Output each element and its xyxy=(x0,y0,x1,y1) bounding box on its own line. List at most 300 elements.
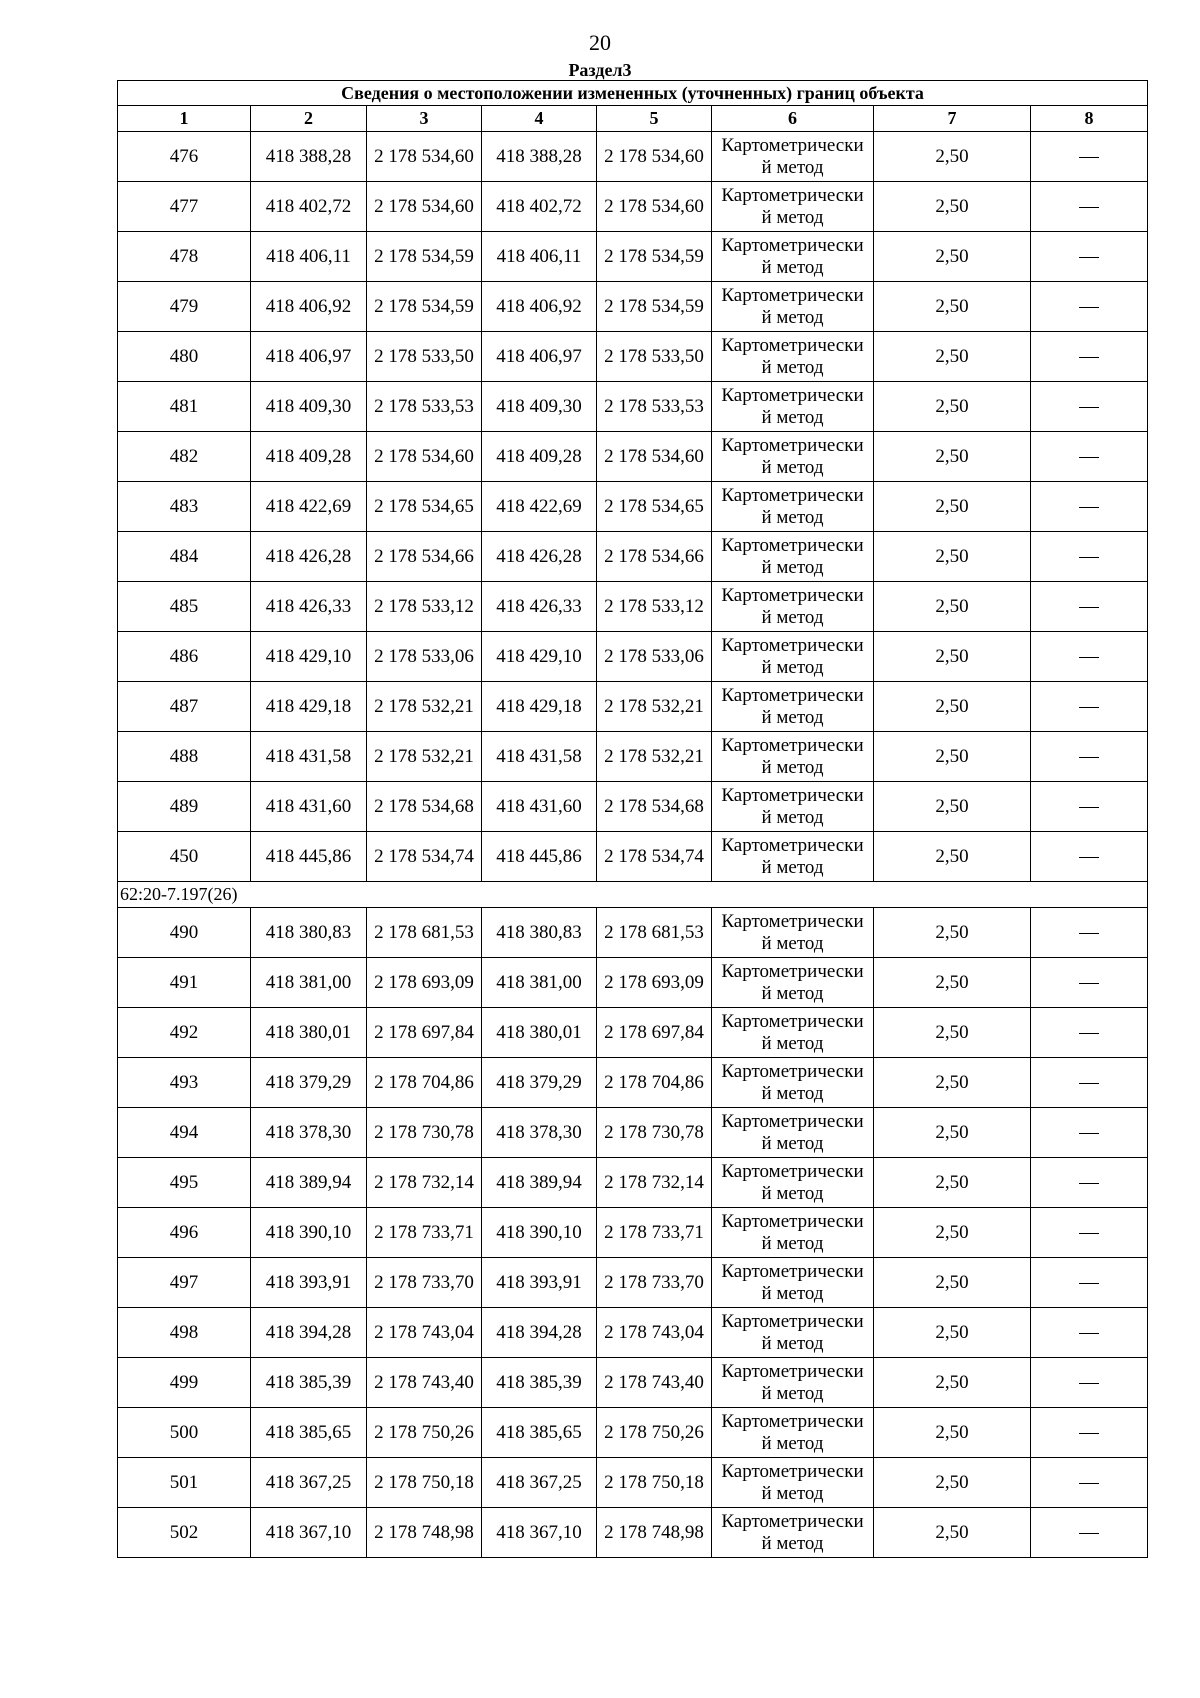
x-coordinate-new: 418 393,91 xyxy=(482,1258,597,1308)
y-coordinate-new: 2 178 534,60 xyxy=(597,182,712,232)
x-coordinate: 418 388,28 xyxy=(251,132,367,182)
method-cell xyxy=(712,732,874,782)
precision-cell: 2,50 xyxy=(874,282,1031,332)
precision-cell: 2,50 xyxy=(874,1158,1031,1208)
table-row xyxy=(118,1458,1148,1508)
dash-cell xyxy=(1031,1208,1148,1258)
dash-mark xyxy=(1079,707,1099,708)
x-coordinate: 418 379,29 xyxy=(251,1058,367,1108)
precision-cell: 2,50 xyxy=(874,732,1031,782)
table-row xyxy=(118,1208,1148,1258)
method-line2: й метод xyxy=(761,606,824,628)
method-cell xyxy=(712,182,874,232)
y-coordinate-new: 2 178 532,21 xyxy=(597,732,712,782)
table-row xyxy=(118,782,1148,832)
table-row xyxy=(118,532,1148,582)
y-coordinate: 2 178 534,65 xyxy=(367,482,482,532)
method-line1: Картометрически xyxy=(721,1360,864,1382)
x-coordinate: 418 409,30 xyxy=(251,382,367,432)
method-line1: Картометрически xyxy=(721,1160,864,1182)
y-coordinate-new: 2 178 533,53 xyxy=(597,382,712,432)
method-cell xyxy=(712,532,874,582)
dash-cell xyxy=(1031,582,1148,632)
method-line1: Картометрически xyxy=(721,434,864,456)
y-coordinate-new: 2 178 534,74 xyxy=(597,832,712,882)
method-line2: й метод xyxy=(761,1332,824,1354)
method-line2: й метод xyxy=(761,556,824,578)
dash-cell xyxy=(1031,1408,1148,1458)
precision-cell: 2,50 xyxy=(874,958,1031,1008)
precision-cell: 2,50 xyxy=(874,132,1031,182)
method-line2: й метод xyxy=(761,806,824,828)
method-line2: й метод xyxy=(761,356,824,378)
precision-cell: 2,50 xyxy=(874,182,1031,232)
x-coordinate: 418 378,30 xyxy=(251,1108,367,1158)
x-coordinate: 418 409,28 xyxy=(251,432,367,482)
point-number: 500 xyxy=(118,1408,251,1458)
point-number: 479 xyxy=(118,282,251,332)
x-coordinate-new: 418 394,28 xyxy=(482,1308,597,1358)
table-row xyxy=(118,182,1148,232)
table-row xyxy=(118,482,1148,532)
x-coordinate: 418 431,58 xyxy=(251,732,367,782)
x-coordinate-new: 418 390,10 xyxy=(482,1208,597,1258)
dash-mark xyxy=(1079,507,1099,508)
column-number: 3 xyxy=(367,106,482,132)
boundary-coordinates-table xyxy=(117,80,1148,1558)
table-row xyxy=(118,1308,1148,1358)
x-coordinate: 418 431,60 xyxy=(251,782,367,832)
x-coordinate-new: 418 367,10 xyxy=(482,1508,597,1558)
y-coordinate: 2 178 743,04 xyxy=(367,1308,482,1358)
y-coordinate-new: 2 178 732,14 xyxy=(597,1158,712,1208)
method-line2: й метод xyxy=(761,306,824,328)
y-coordinate: 2 178 533,12 xyxy=(367,582,482,632)
method-line2: й метод xyxy=(761,982,824,1004)
y-coordinate: 2 178 534,66 xyxy=(367,532,482,582)
dash-mark xyxy=(1079,1383,1099,1384)
table-row xyxy=(118,1058,1148,1108)
dash-mark xyxy=(1079,407,1099,408)
method-line2: й метод xyxy=(761,932,824,954)
point-number: 488 xyxy=(118,732,251,782)
method-cell xyxy=(712,132,874,182)
y-coordinate: 2 178 697,84 xyxy=(367,1008,482,1058)
y-coordinate: 2 178 534,74 xyxy=(367,832,482,882)
method-line2: й метод xyxy=(761,156,824,178)
point-number: 490 xyxy=(118,908,251,958)
x-coordinate: 418 389,94 xyxy=(251,1158,367,1208)
dash-cell xyxy=(1031,432,1148,482)
precision-cell: 2,50 xyxy=(874,908,1031,958)
point-number: 486 xyxy=(118,632,251,682)
x-coordinate: 418 406,97 xyxy=(251,332,367,382)
y-coordinate: 2 178 733,70 xyxy=(367,1258,482,1308)
dash-cell xyxy=(1031,958,1148,1008)
y-coordinate: 2 178 743,40 xyxy=(367,1358,482,1408)
dash-cell xyxy=(1031,382,1148,432)
y-coordinate-new: 2 178 748,98 xyxy=(597,1508,712,1558)
column-number-row xyxy=(118,106,1148,132)
dash-mark xyxy=(1079,157,1099,158)
precision-cell: 2,50 xyxy=(874,432,1031,482)
y-coordinate-new: 2 178 534,66 xyxy=(597,532,712,582)
method-line1: Картометрически xyxy=(721,1510,864,1532)
y-coordinate-new: 2 178 532,21 xyxy=(597,682,712,732)
precision-cell: 2,50 xyxy=(874,532,1031,582)
precision-cell: 2,50 xyxy=(874,1408,1031,1458)
x-coordinate: 418 402,72 xyxy=(251,182,367,232)
point-number: 478 xyxy=(118,232,251,282)
dash-mark xyxy=(1079,557,1099,558)
x-coordinate-new: 418 367,25 xyxy=(482,1458,597,1508)
method-line1: Картометрически xyxy=(721,684,864,706)
method-cell xyxy=(712,832,874,882)
y-coordinate-new: 2 178 750,26 xyxy=(597,1408,712,1458)
table-row xyxy=(118,582,1148,632)
x-coordinate-new: 418 385,65 xyxy=(482,1408,597,1458)
point-number: 481 xyxy=(118,382,251,432)
dash-cell xyxy=(1031,182,1148,232)
point-number: 494 xyxy=(118,1108,251,1158)
method-line1: Картометрически xyxy=(721,134,864,156)
method-line2: й метод xyxy=(761,1432,824,1454)
method-cell xyxy=(712,332,874,382)
point-number: 493 xyxy=(118,1058,251,1108)
method-line1: Картометрически xyxy=(721,960,864,982)
x-coordinate-new: 418 406,97 xyxy=(482,332,597,382)
table-row xyxy=(118,682,1148,732)
dash-cell xyxy=(1031,232,1148,282)
method-line1: Картометрически xyxy=(721,910,864,932)
dash-mark xyxy=(1079,457,1099,458)
y-coordinate: 2 178 750,18 xyxy=(367,1458,482,1508)
precision-cell: 2,50 xyxy=(874,582,1031,632)
y-coordinate-new: 2 178 733,71 xyxy=(597,1208,712,1258)
dash-mark xyxy=(1079,1283,1099,1284)
method-line2: й метод xyxy=(761,756,824,778)
y-coordinate: 2 178 534,68 xyxy=(367,782,482,832)
column-number: 7 xyxy=(874,106,1031,132)
y-coordinate: 2 178 534,59 xyxy=(367,282,482,332)
dash-mark xyxy=(1079,1533,1099,1534)
dash-cell xyxy=(1031,532,1148,582)
x-coordinate-new: 418 429,10 xyxy=(482,632,597,682)
y-coordinate-new: 2 178 743,04 xyxy=(597,1308,712,1358)
y-coordinate-new: 2 178 534,60 xyxy=(597,132,712,182)
point-number: 487 xyxy=(118,682,251,732)
y-coordinate: 2 178 533,50 xyxy=(367,332,482,382)
table-row xyxy=(118,1158,1148,1208)
method-line1: Картометрически xyxy=(721,484,864,506)
precision-cell: 2,50 xyxy=(874,232,1031,282)
x-coordinate-new: 418 431,60 xyxy=(482,782,597,832)
column-number: 4 xyxy=(482,106,597,132)
table-row xyxy=(118,958,1148,1008)
method-line2: й метод xyxy=(761,706,824,728)
method-line1: Картометрически xyxy=(721,384,864,406)
method-line2: й метод xyxy=(761,1532,824,1554)
dash-mark xyxy=(1079,857,1099,858)
x-coordinate: 418 426,28 xyxy=(251,532,367,582)
group-row xyxy=(118,882,1148,908)
x-coordinate: 418 381,00 xyxy=(251,958,367,1008)
method-line2: й метод xyxy=(761,1382,824,1404)
method-cell xyxy=(712,1008,874,1058)
method-cell xyxy=(712,1258,874,1308)
y-coordinate: 2 178 534,60 xyxy=(367,432,482,482)
dash-mark xyxy=(1079,1033,1099,1034)
y-coordinate-new: 2 178 534,68 xyxy=(597,782,712,832)
y-coordinate-new: 2 178 730,78 xyxy=(597,1108,712,1158)
precision-cell: 2,50 xyxy=(874,832,1031,882)
method-line1: Картометрически xyxy=(721,1310,864,1332)
point-number: 496 xyxy=(118,1208,251,1258)
dash-cell xyxy=(1031,482,1148,532)
dash-mark xyxy=(1079,657,1099,658)
y-coordinate-new: 2 178 533,12 xyxy=(597,582,712,632)
precision-cell: 2,50 xyxy=(874,1108,1031,1158)
y-coordinate-new: 2 178 693,09 xyxy=(597,958,712,1008)
method-cell xyxy=(712,908,874,958)
precision-cell: 2,50 xyxy=(874,1208,1031,1258)
y-coordinate: 2 178 532,21 xyxy=(367,682,482,732)
table-row xyxy=(118,632,1148,682)
x-coordinate-new: 418 406,11 xyxy=(482,232,597,282)
method-line1: Картометрически xyxy=(721,534,864,556)
dash-mark xyxy=(1079,307,1099,308)
method-cell xyxy=(712,1458,874,1508)
table-row xyxy=(118,908,1148,958)
point-number: 495 xyxy=(118,1158,251,1208)
method-line2: й метод xyxy=(761,1082,824,1104)
x-coordinate: 418 406,11 xyxy=(251,232,367,282)
dash-mark xyxy=(1079,757,1099,758)
column-number: 1 xyxy=(118,106,251,132)
method-line1: Картометрически xyxy=(721,184,864,206)
method-cell xyxy=(712,682,874,732)
method-cell xyxy=(712,1108,874,1158)
x-coordinate-new: 418 379,29 xyxy=(482,1058,597,1108)
point-number: 483 xyxy=(118,482,251,532)
x-coordinate-new: 418 389,94 xyxy=(482,1158,597,1208)
dash-cell xyxy=(1031,632,1148,682)
x-coordinate: 418 393,91 xyxy=(251,1258,367,1308)
method-cell xyxy=(712,1158,874,1208)
y-coordinate: 2 178 533,53 xyxy=(367,382,482,432)
method-line2: й метод xyxy=(761,656,824,678)
precision-cell: 2,50 xyxy=(874,1058,1031,1108)
method-line1: Картометрически xyxy=(721,734,864,756)
dash-mark xyxy=(1079,357,1099,358)
method-line2: й метод xyxy=(761,1232,824,1254)
y-coordinate: 2 178 748,98 xyxy=(367,1508,482,1558)
point-number: 498 xyxy=(118,1308,251,1358)
y-coordinate: 2 178 730,78 xyxy=(367,1108,482,1158)
x-coordinate-new: 418 445,86 xyxy=(482,832,597,882)
y-coordinate: 2 178 704,86 xyxy=(367,1058,482,1108)
dash-cell xyxy=(1031,332,1148,382)
point-number: 502 xyxy=(118,1508,251,1558)
method-cell xyxy=(712,232,874,282)
y-coordinate-new: 2 178 533,50 xyxy=(597,332,712,382)
y-coordinate-new: 2 178 534,59 xyxy=(597,232,712,282)
x-coordinate-new: 418 426,33 xyxy=(482,582,597,632)
y-coordinate: 2 178 693,09 xyxy=(367,958,482,1008)
column-number: 2 xyxy=(251,106,367,132)
x-coordinate-new: 418 406,92 xyxy=(482,282,597,332)
x-coordinate-new: 418 402,72 xyxy=(482,182,597,232)
method-line1: Картометрически xyxy=(721,284,864,306)
method-line2: й метод xyxy=(761,1132,824,1154)
precision-cell: 2,50 xyxy=(874,682,1031,732)
y-coordinate-new: 2 178 733,70 xyxy=(597,1258,712,1308)
method-line1: Картометрически xyxy=(721,1060,864,1082)
point-number: 497 xyxy=(118,1258,251,1308)
y-coordinate-new: 2 178 750,18 xyxy=(597,1458,712,1508)
y-coordinate: 2 178 534,59 xyxy=(367,232,482,282)
dash-cell xyxy=(1031,1458,1148,1508)
table-row xyxy=(118,1258,1148,1308)
point-number: 450 xyxy=(118,832,251,882)
table-row xyxy=(118,1008,1148,1058)
x-coordinate-new: 418 422,69 xyxy=(482,482,597,532)
dash-cell xyxy=(1031,732,1148,782)
dash-mark xyxy=(1079,1433,1099,1434)
x-coordinate-new: 418 380,01 xyxy=(482,1008,597,1058)
x-coordinate: 418 380,83 xyxy=(251,908,367,958)
table-row xyxy=(118,1358,1148,1408)
method-line2: й метод xyxy=(761,256,824,278)
dash-cell xyxy=(1031,1358,1148,1408)
method-line2: й метод xyxy=(761,1482,824,1504)
dash-cell xyxy=(1031,782,1148,832)
dash-mark xyxy=(1079,807,1099,808)
table-row xyxy=(118,232,1148,282)
x-coordinate: 418 380,01 xyxy=(251,1008,367,1058)
x-coordinate: 418 367,10 xyxy=(251,1508,367,1558)
table-row xyxy=(118,1508,1148,1558)
table-row xyxy=(118,732,1148,782)
y-coordinate: 2 178 750,26 xyxy=(367,1408,482,1458)
method-cell xyxy=(712,1358,874,1408)
x-coordinate: 418 385,39 xyxy=(251,1358,367,1408)
x-coordinate: 418 367,25 xyxy=(251,1458,367,1508)
table-row xyxy=(118,332,1148,382)
dash-cell xyxy=(1031,908,1148,958)
point-number: 485 xyxy=(118,582,251,632)
precision-cell: 2,50 xyxy=(874,632,1031,682)
table-row xyxy=(118,832,1148,882)
precision-cell: 2,50 xyxy=(874,1358,1031,1408)
method-line1: Картометрически xyxy=(721,1460,864,1482)
precision-cell: 2,50 xyxy=(874,382,1031,432)
x-coordinate-new: 418 381,00 xyxy=(482,958,597,1008)
x-coordinate-new: 418 380,83 xyxy=(482,908,597,958)
method-cell xyxy=(712,958,874,1008)
section-title: Раздел3 xyxy=(568,60,632,80)
x-coordinate: 418 445,86 xyxy=(251,832,367,882)
point-number: 492 xyxy=(118,1008,251,1058)
page-number: 20 xyxy=(589,30,611,55)
method-cell xyxy=(712,482,874,532)
precision-cell: 2,50 xyxy=(874,1458,1031,1508)
method-line1: Картометрически xyxy=(721,1110,864,1132)
method-line1: Картометрически xyxy=(721,1410,864,1432)
dash-mark xyxy=(1079,607,1099,608)
x-coordinate-new: 418 388,28 xyxy=(482,132,597,182)
y-coordinate-new: 2 178 533,06 xyxy=(597,632,712,682)
precision-cell: 2,50 xyxy=(874,1508,1031,1558)
x-coordinate: 418 426,33 xyxy=(251,582,367,632)
table-row xyxy=(118,132,1148,182)
precision-cell: 2,50 xyxy=(874,1008,1031,1058)
method-cell xyxy=(712,1058,874,1108)
dash-mark xyxy=(1079,1233,1099,1234)
point-number: 476 xyxy=(118,132,251,182)
dash-mark xyxy=(1079,207,1099,208)
point-number: 491 xyxy=(118,958,251,1008)
y-coordinate: 2 178 533,06 xyxy=(367,632,482,682)
precision-cell: 2,50 xyxy=(874,1258,1031,1308)
precision-cell: 2,50 xyxy=(874,332,1031,382)
dash-cell xyxy=(1031,1008,1148,1058)
point-number: 484 xyxy=(118,532,251,582)
dash-cell xyxy=(1031,1058,1148,1108)
method-cell xyxy=(712,1308,874,1358)
dash-mark xyxy=(1079,1183,1099,1184)
dash-cell xyxy=(1031,1508,1148,1558)
method-line2: й метод xyxy=(761,406,824,428)
y-coordinate: 2 178 681,53 xyxy=(367,908,482,958)
point-number: 477 xyxy=(118,182,251,232)
x-coordinate: 418 429,18 xyxy=(251,682,367,732)
method-cell xyxy=(712,282,874,332)
dash-mark xyxy=(1079,1083,1099,1084)
table-caption: Сведения о местоположении измененных (уточненных) границ объекта xyxy=(118,81,1148,106)
x-coordinate: 418 390,10 xyxy=(251,1208,367,1258)
method-line2: й метод xyxy=(761,1282,824,1304)
point-number: 499 xyxy=(118,1358,251,1408)
method-line2: й метод xyxy=(761,1182,824,1204)
dash-cell xyxy=(1031,132,1148,182)
point-number: 482 xyxy=(118,432,251,482)
precision-cell: 2,50 xyxy=(874,782,1031,832)
dash-cell xyxy=(1031,682,1148,732)
method-line2: й метод xyxy=(761,856,824,878)
y-coordinate: 2 178 532,21 xyxy=(367,732,482,782)
table-row xyxy=(118,1408,1148,1458)
dash-mark xyxy=(1079,1333,1099,1334)
method-line1: Картометрически xyxy=(721,234,864,256)
y-coordinate-new: 2 178 704,86 xyxy=(597,1058,712,1108)
method-line1: Картометрически xyxy=(721,834,864,856)
x-coordinate: 418 385,65 xyxy=(251,1408,367,1458)
x-coordinate: 418 406,92 xyxy=(251,282,367,332)
x-coordinate-new: 418 429,18 xyxy=(482,682,597,732)
y-coordinate-new: 2 178 697,84 xyxy=(597,1008,712,1058)
column-number: 6 xyxy=(712,106,874,132)
method-cell xyxy=(712,782,874,832)
method-cell xyxy=(712,1408,874,1458)
y-coordinate-new: 2 178 534,60 xyxy=(597,432,712,482)
x-coordinate: 418 422,69 xyxy=(251,482,367,532)
method-line2: й метод xyxy=(761,1032,824,1054)
method-cell xyxy=(712,1508,874,1558)
x-coordinate-new: 418 385,39 xyxy=(482,1358,597,1408)
method-line1: Картометрически xyxy=(721,1010,864,1032)
table-row xyxy=(118,282,1148,332)
